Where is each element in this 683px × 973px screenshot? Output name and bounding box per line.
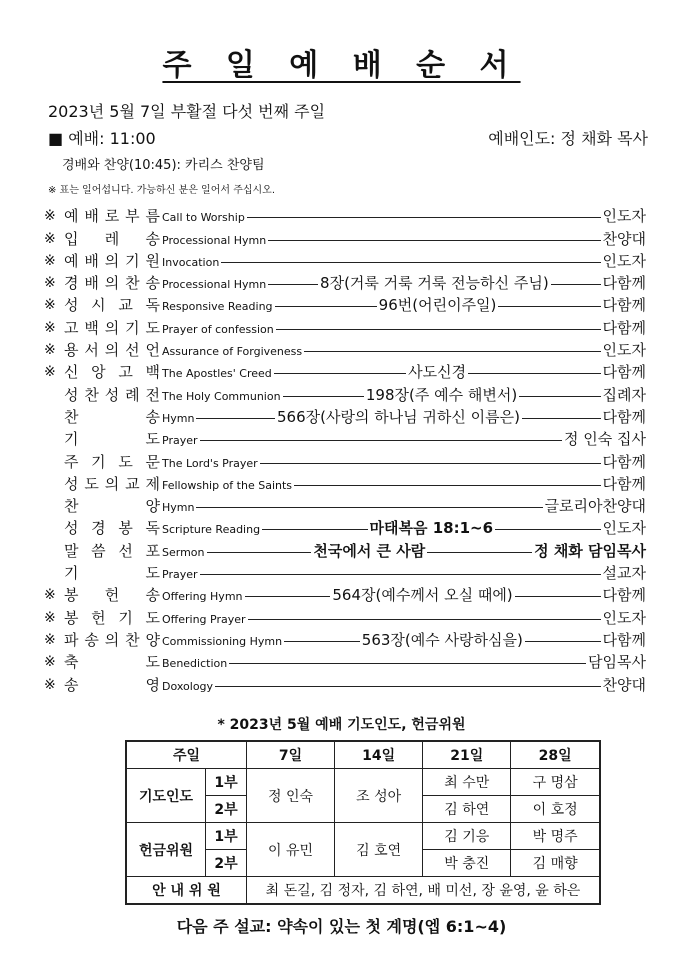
name-char: 송: [64, 675, 79, 694]
name-char: 고: [118, 363, 133, 382]
stand-mark: ※: [44, 275, 56, 292]
leader-line: [283, 396, 364, 397]
name-char: 헌: [91, 608, 106, 627]
leader-line: [525, 641, 601, 642]
order-leader: 찬양대: [602, 229, 646, 248]
order-english-name: Scripture Reading: [162, 523, 261, 537]
order-english-name: Processional Hymn: [162, 233, 267, 247]
order-leader: 인도자: [602, 519, 646, 538]
name-char: 송: [145, 586, 160, 605]
name-char: 헌: [104, 586, 120, 605]
order-detail: 사도신경: [408, 363, 467, 382]
order-english-name: Offering Prayer: [162, 612, 246, 626]
order-row: [44, 337, 646, 359]
leader-line: [207, 552, 312, 553]
order-row: [44, 448, 646, 470]
order-row: [44, 248, 646, 270]
name-char: 용: [64, 341, 79, 360]
table-cell: 이 유민: [247, 823, 335, 877]
leader-line: [427, 552, 532, 553]
order-row: [44, 560, 646, 582]
leader-line: [248, 619, 601, 620]
order-row: [44, 225, 646, 247]
order-detail: 천국에서 큰 사람: [313, 541, 426, 560]
order-korean-name: [64, 631, 160, 649]
row-label: 헌금위원: [126, 823, 206, 877]
name-char: 름: [145, 207, 160, 226]
order-korean-name: [64, 386, 160, 404]
name-char: 원: [145, 251, 160, 270]
order-korean-name: [64, 519, 160, 537]
name-char: 예: [64, 251, 79, 270]
name-char: 기: [64, 564, 79, 583]
order-row: [44, 203, 646, 225]
order-english-name: Hymn: [162, 501, 195, 515]
name-char: 찬: [64, 407, 79, 426]
order-detail: 563장(예수 사랑하심을): [361, 630, 523, 649]
name-char: 배: [84, 207, 99, 226]
name-char: 경: [91, 519, 106, 538]
table-cell: 박 충진: [423, 850, 511, 877]
order-english-name: Responsive Reading: [162, 300, 273, 314]
table-cell: 최 돈길, 김 정자, 김 하연, 배 미선, 장 윤영, 윤 하은: [247, 877, 601, 905]
week-header: 21일: [423, 741, 511, 769]
name-char: 찬: [125, 274, 140, 293]
order-leader: 다함께: [602, 452, 646, 471]
name-char: 배: [84, 274, 99, 293]
name-char: 파: [64, 630, 79, 649]
leader-line: [522, 418, 601, 419]
name-char: 축: [64, 653, 79, 672]
order-leader: 글로리아찬양대: [544, 497, 646, 516]
name-char: 배: [84, 251, 99, 270]
name-char: 기: [91, 452, 106, 471]
name-char: 입: [64, 229, 79, 248]
name-char: 송: [145, 407, 160, 426]
order-leader: 정 인숙 집사: [564, 430, 646, 449]
leader-line: [468, 373, 600, 374]
order-korean-name: [64, 341, 160, 359]
name-char: 백: [84, 318, 99, 337]
name-char: 의: [104, 318, 120, 337]
name-char: 예: [64, 207, 79, 226]
service-time: ■ 예배: 11:00: [48, 129, 156, 148]
order-korean-name: [64, 274, 160, 292]
order-english-name: Commissioning Hymn: [162, 634, 283, 648]
order-leader: 집례자: [602, 385, 647, 404]
order-english-name: The Holy Communion: [162, 389, 281, 403]
service-line: [48, 126, 648, 149]
stand-mark: ※: [44, 631, 56, 648]
order-leader: 인도자: [602, 608, 646, 627]
order-korean-name: [64, 475, 160, 493]
name-char: 의: [104, 341, 120, 360]
order-korean-name: [64, 542, 160, 560]
name-char: 문: [145, 452, 160, 471]
part-cell: 1부: [206, 769, 247, 796]
name-char: 앙: [91, 363, 106, 382]
name-char: 찬: [84, 385, 99, 404]
table-cell: 김 기응: [423, 823, 511, 850]
order-english-name: Prayer: [162, 434, 198, 448]
order-korean-name: [64, 676, 160, 694]
name-char: 도: [145, 564, 160, 583]
week-header: 14일: [335, 741, 423, 769]
order-detail: 마태복음 18:1~6: [369, 519, 494, 538]
leader-line: [200, 440, 562, 441]
name-char: 성: [64, 474, 79, 493]
name-char: 고: [64, 318, 79, 337]
order-detail: 198장(주 예수 해변서): [365, 385, 518, 404]
week-header: 28일: [511, 741, 600, 769]
name-char: 말: [64, 541, 79, 560]
order-row: [44, 649, 646, 671]
order-row: [44, 404, 646, 426]
name-char: 독: [145, 519, 160, 538]
stand-mark: ※: [44, 676, 56, 693]
name-char: 로: [104, 207, 120, 226]
order-english-name: Doxology: [162, 679, 214, 693]
order-detail: 96번(어린이주일): [378, 296, 497, 315]
order-english-name: Hymn: [162, 411, 195, 425]
order-korean-name: [64, 363, 160, 381]
order-korean-name: [64, 564, 160, 582]
stand-mark: ※: [44, 364, 56, 381]
table-cell: 이 호정: [511, 796, 600, 823]
order-leader: 찬양대: [602, 675, 646, 694]
leader-line: [268, 284, 318, 285]
name-char: 제: [145, 474, 160, 493]
name-char: 선: [118, 541, 133, 560]
name-char: 전: [145, 385, 160, 404]
name-char: 레: [104, 229, 120, 248]
stand-mark: ※: [44, 208, 56, 225]
order-korean-name: [64, 453, 160, 471]
name-char: 주: [64, 452, 79, 471]
order-leader: 인도자: [602, 207, 646, 226]
order-korean-name: [64, 296, 160, 314]
page-title: 주 일 예 배 순 서: [162, 48, 521, 83]
name-char: 기: [118, 608, 133, 627]
order-of-worship: [44, 203, 646, 694]
leader-line: [196, 507, 542, 508]
name-char: 봉: [64, 608, 79, 627]
name-char: 교: [125, 474, 140, 493]
order-leader: 인도자: [602, 341, 646, 360]
table-cell: 김 호연: [335, 823, 423, 877]
order-english-name: Processional Hymn: [162, 278, 267, 292]
order-korean-name: [64, 319, 160, 337]
name-char: 경: [64, 274, 79, 293]
leader-line: [262, 529, 367, 530]
order-row: [44, 627, 646, 649]
name-char: 도: [145, 608, 160, 627]
order-korean-name: [64, 497, 160, 515]
standing-note: ※ 표는 일어섭니다. 가능하신 분은 일어서 주십시오.: [48, 185, 276, 196]
order-english-name: Prayer of confession: [162, 322, 274, 336]
schedule-heading: * 2023년 5월 예배 기도인도, 헌금위원: [217, 717, 466, 733]
name-char: 언: [145, 341, 160, 360]
order-row: [44, 471, 646, 493]
order-english-name: The Apostles' Creed: [162, 367, 272, 381]
order-english-name: Prayer: [162, 568, 198, 582]
order-korean-name: [64, 586, 160, 604]
date-line: 2023년 5월 7일 부활절 다섯 번째 주일: [48, 102, 326, 121]
order-korean-name: [64, 609, 160, 627]
order-detail: 564장(예수께서 오실 때에): [332, 586, 513, 605]
name-char: 송: [145, 229, 160, 248]
stand-mark: ※: [44, 654, 56, 671]
table-cell: 조 성아: [335, 769, 423, 823]
name-char: 봉: [118, 519, 133, 538]
table-cell: 박 명주: [511, 823, 600, 850]
name-char: 의: [104, 274, 120, 293]
table-row: [126, 823, 600, 850]
order-leader: 담임목사: [588, 653, 646, 672]
week-header: 7일: [247, 741, 335, 769]
leader-line: [275, 306, 377, 307]
order-detail: 566장(사랑의 하나님 귀하신 이름은): [276, 407, 520, 426]
order-row: [44, 671, 646, 693]
name-char: 신: [64, 363, 79, 382]
table-cell: 김 하연: [423, 796, 511, 823]
leader-line: [551, 284, 601, 285]
order-row: [44, 515, 646, 537]
order-english-name: Benediction: [162, 657, 228, 671]
order-english-name: Sermon: [162, 545, 205, 559]
leader-line: [196, 418, 275, 419]
name-char: 도: [145, 318, 160, 337]
name-char: 부: [125, 207, 140, 226]
order-korean-name: [64, 653, 160, 671]
name-char: 서: [84, 341, 99, 360]
prelude-line: 경배와 찬양(10:45): 카리스 찬양팀: [62, 158, 265, 173]
name-char: 성: [64, 385, 79, 404]
next-sermon: 다음 주 설교: 약속이 있는 첫 계명(엡 6:1~4): [176, 917, 507, 936]
schedule-table: [125, 740, 601, 905]
order-leader: 인도자: [602, 251, 646, 270]
table-cell: 정 인숙: [247, 769, 335, 823]
order-leader: 다함께: [602, 318, 646, 337]
name-char: 기: [125, 318, 140, 337]
part-cell: 2부: [206, 850, 247, 877]
order-korean-name: [64, 408, 160, 426]
leader-line: [221, 262, 600, 263]
part-cell: 1부: [206, 823, 247, 850]
name-char: 선: [125, 341, 140, 360]
leader-line: [519, 396, 600, 397]
stand-mark: ※: [44, 587, 56, 604]
name-char: 도: [145, 653, 160, 672]
order-english-name: Offering Hymn: [162, 590, 243, 604]
name-char: 백: [145, 363, 160, 382]
service-leader: 예배인도: 정 채화 목사: [488, 129, 648, 148]
name-char: 양: [145, 630, 160, 649]
name-char: 독: [145, 296, 160, 315]
order-leader: 다함께: [602, 474, 646, 493]
name-char: 성: [64, 296, 79, 315]
name-char: 송: [145, 274, 160, 293]
name-char: 교: [118, 296, 133, 315]
order-row: [44, 582, 646, 604]
leader-line: [200, 574, 601, 575]
leader-line: [215, 686, 600, 687]
stand-mark: ※: [44, 319, 56, 336]
name-char: 의: [104, 251, 120, 270]
name-char: 성: [104, 385, 120, 404]
name-char: 도: [84, 474, 99, 493]
order-english-name: The Lord's Prayer: [162, 456, 258, 470]
order-row: [44, 604, 646, 626]
table-cell: 구 명삼: [511, 769, 600, 796]
stand-mark: ※: [44, 252, 56, 269]
order-korean-name: [64, 230, 160, 248]
row-label: 기도인도: [126, 769, 206, 823]
order-leader: 다함께: [602, 407, 646, 426]
name-char: 기: [64, 430, 79, 449]
stand-mark: ※: [44, 342, 56, 359]
table-row: [126, 769, 600, 796]
order-english-name: Invocation: [162, 255, 220, 269]
name-char: 찬: [125, 630, 140, 649]
name-char: 찬: [64, 497, 79, 516]
name-char: 기: [125, 251, 140, 270]
leader-line: [498, 306, 600, 307]
order-row: [44, 493, 646, 515]
name-char: 의: [104, 474, 120, 493]
name-char: 의: [104, 630, 120, 649]
order-row: [44, 270, 646, 292]
leader-line: [245, 596, 331, 597]
table-row: [126, 877, 600, 905]
table-cell: 김 매향: [511, 850, 600, 877]
name-char: 씀: [91, 541, 106, 560]
leader-line: [495, 529, 600, 530]
order-english-name: Fellowship of the Saints: [162, 478, 293, 492]
order-leader: 다함께: [602, 274, 646, 293]
name-char: 도: [145, 430, 160, 449]
name-char: 도: [118, 452, 133, 471]
order-english-name: Assurance of Forgiveness: [162, 345, 303, 359]
order-english-name: Call to Worship: [162, 211, 245, 225]
leader-line: [294, 485, 601, 486]
order-leader: 다함께: [602, 296, 647, 315]
leader-line: [247, 217, 601, 218]
order-leader: 다함께: [602, 586, 647, 605]
stand-mark: ※: [44, 230, 56, 247]
order-row: [44, 292, 646, 314]
name-char: 봉: [64, 586, 79, 605]
order-detail: 8장(거룩 거룩 거룩 전능하신 주님): [320, 274, 549, 293]
name-char: 송: [84, 630, 99, 649]
order-korean-name: [64, 252, 160, 270]
table-cell: 최 수만: [423, 769, 511, 796]
stand-mark: ※: [44, 297, 56, 314]
leader-line: [304, 351, 600, 352]
leader-line: [274, 373, 406, 374]
order-row: [44, 426, 646, 448]
col-header: 주일: [126, 741, 247, 769]
name-char: 영: [145, 675, 160, 694]
order-row: [44, 314, 646, 336]
order-leader: 다함께: [602, 363, 646, 382]
order-leader: 설교자: [602, 564, 646, 583]
name-char: 성: [64, 519, 79, 538]
leader-line: [515, 596, 601, 597]
order-korean-name: [64, 207, 160, 225]
leader-line: [276, 329, 601, 330]
order-leader: 다함께: [602, 630, 647, 649]
part-cell: 2부: [206, 796, 247, 823]
leader-line: [268, 240, 600, 241]
row-label: 안 내 위 원: [126, 877, 247, 905]
name-char: 시: [91, 296, 106, 315]
name-char: 포: [145, 541, 160, 560]
name-char: 례: [125, 385, 140, 404]
leader-line: [284, 641, 360, 642]
table-row: [126, 741, 600, 769]
leader-line: [229, 663, 586, 664]
order-row: [44, 359, 646, 381]
leader-line: [260, 463, 601, 464]
name-char: 양: [145, 497, 160, 516]
order-row: [44, 537, 646, 559]
order-row: [44, 381, 646, 403]
stand-mark: ※: [44, 609, 56, 626]
order-korean-name: [64, 430, 160, 448]
order-leader: 정 채화 담임목사: [534, 541, 646, 560]
